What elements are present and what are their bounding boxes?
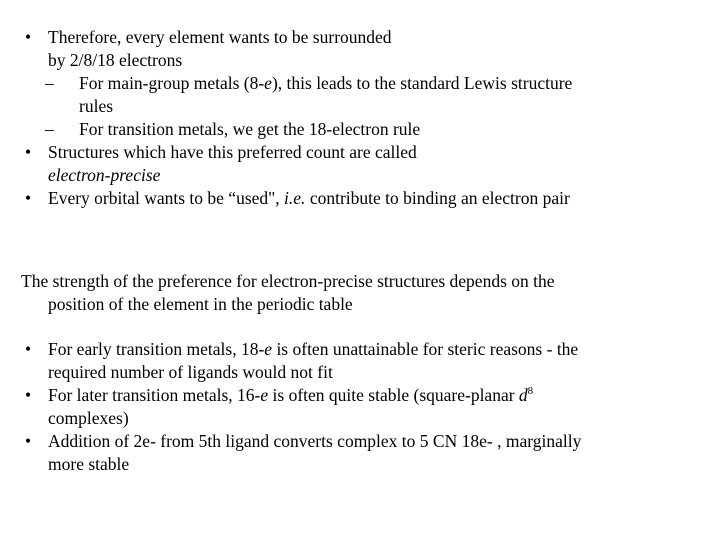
bullet-text: For early transition metals, 18- [48, 339, 265, 359]
sub-bullet-text: For main-group metals (8- [79, 73, 265, 93]
sub-bullet-item [0, 118, 720, 141]
bullet-marker: • [25, 431, 32, 451]
bullet-item [0, 430, 720, 453]
sub-bullet-text: ), this leads to the standard Lewis structure [271, 73, 573, 93]
bullet-item [0, 338, 720, 361]
italic-text: electron-precise [48, 165, 161, 185]
bullet-item [0, 384, 720, 407]
bullet-item [0, 26, 720, 49]
bullet-text-continuation [0, 361, 720, 384]
bullet-text: For later transition metals, 16- [48, 385, 261, 405]
paragraph [0, 270, 720, 316]
bullet-text: Structures which have this preferred count are called [48, 142, 417, 162]
bullet-text: more stable [48, 454, 130, 474]
paragraph-text: The strength of the preference for electron-precise structures depends on the [21, 271, 555, 291]
bullet-text: is often unattainable for steric reasons - the [272, 339, 579, 359]
bullet-text-continuation [0, 164, 720, 187]
sub-bullet-item [0, 72, 720, 95]
bullet-marker: • [25, 385, 32, 405]
bullet-item [0, 141, 720, 164]
bullet-text: by 2/8/18 electrons [48, 50, 183, 70]
bullet-text: is often quite stable (square-planar [268, 385, 519, 405]
italic-text: d [518, 385, 528, 405]
dash-marker: – [45, 73, 54, 93]
paragraph-line [0, 270, 720, 293]
paragraph-text: position of the element in the periodic table [48, 294, 353, 314]
bottom-bullet-list [0, 338, 720, 476]
sub-bullet-text-continuation [0, 95, 720, 118]
bullet-text-continuation [0, 49, 720, 72]
bullet-marker: • [25, 188, 32, 208]
sub-bullet-text: For transition metals, we get the 18-electron rule [79, 119, 421, 139]
bullet-marker: • [25, 142, 32, 162]
bullet-item [0, 187, 720, 210]
italic-text: e [260, 385, 269, 405]
bullet-text-continuation [0, 453, 720, 476]
bullet-text-continuation [0, 407, 720, 430]
bullet-text: contribute to binding an electron pair [305, 188, 570, 208]
italic-text: e [264, 339, 273, 359]
bullet-text: Every orbital wants to be “used", [48, 188, 285, 208]
superscript: 8 [527, 385, 534, 398]
bullet-text: required number of ligands would not fit [48, 362, 333, 382]
paragraph-line [0, 293, 720, 316]
bullet-marker: • [25, 27, 32, 47]
bullet-marker: • [25, 339, 32, 359]
italic-text: i.e. [284, 188, 306, 208]
bullet-text: Therefore, every element wants to be surrounded [48, 27, 392, 47]
bullet-text: complexes) [48, 408, 129, 428]
sub-bullet-text: rules [79, 96, 114, 116]
dash-marker: – [45, 119, 54, 139]
italic-text: e [264, 73, 272, 93]
top-bullet-list [0, 26, 720, 210]
bullet-text: Addition of 2e- from 5th ligand converts complex to 5 CN 18e- , marginally [48, 431, 582, 451]
